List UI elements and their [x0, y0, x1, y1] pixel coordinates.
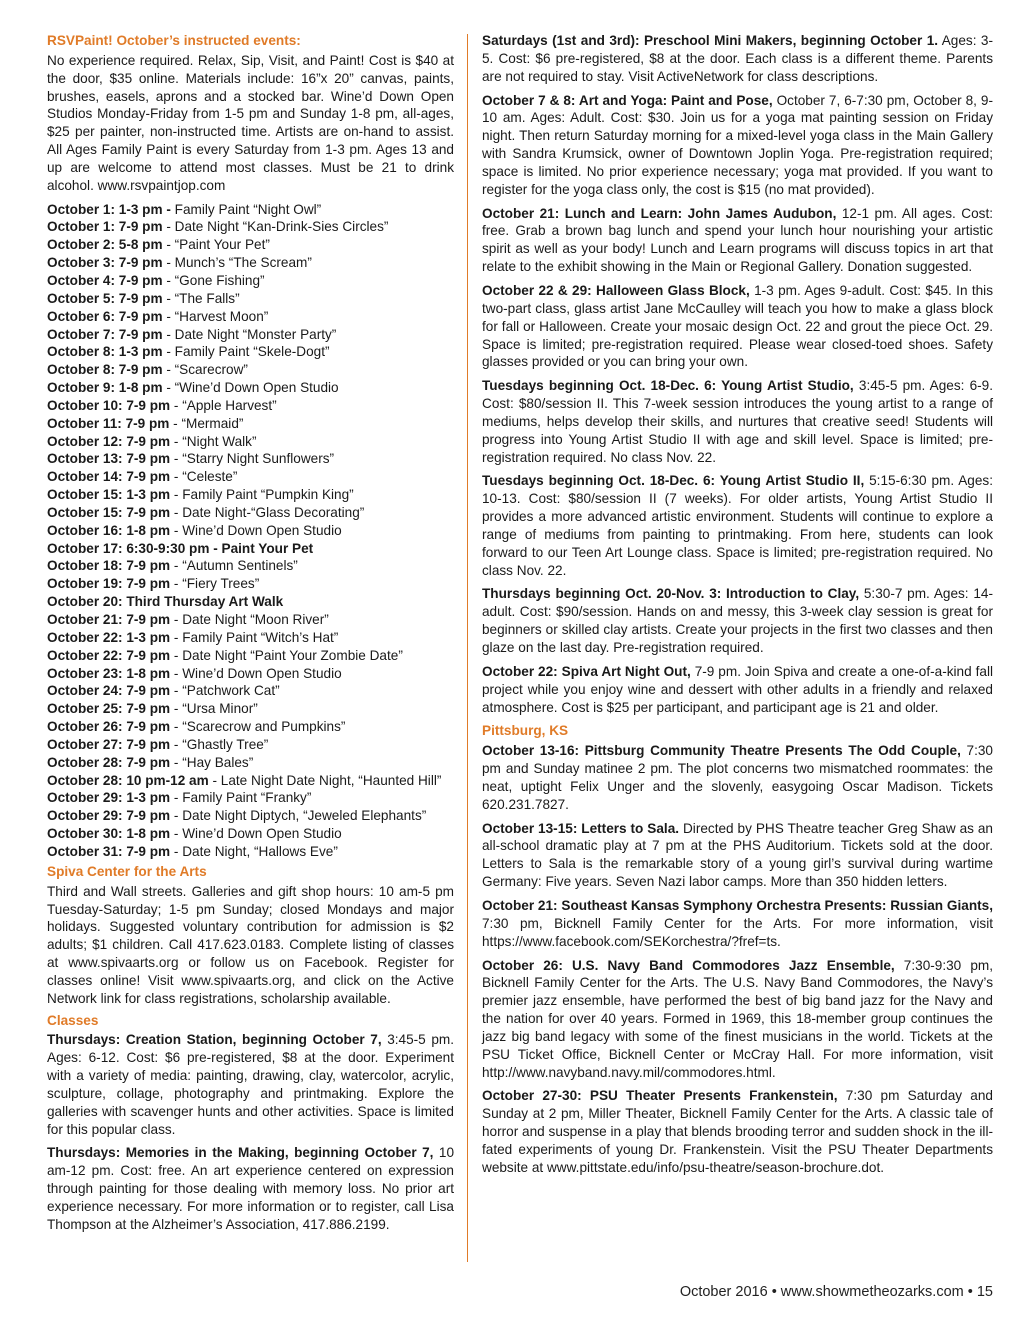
event-item	[47, 254, 454, 272]
class-entry	[47, 1031, 454, 1138]
event-time: October 25: 7-9 pm	[47, 701, 171, 717]
pittsburg-events-list	[482, 742, 993, 1182]
event-time: October 2: 5-8 pm	[47, 237, 163, 253]
event-time: October 24: 7-9 pm	[47, 683, 171, 699]
event-desc: - “Scarecrow and Pumpkins”	[170, 719, 346, 735]
event-time: October 10: 7-9 pm	[47, 397, 171, 413]
class-entry	[482, 377, 993, 466]
event-item	[47, 575, 454, 593]
event-time: October 29: 7-9 pm	[47, 808, 171, 824]
class-entry-body: 3:45-5 pm. Ages: 6-12. Cost: $6 pre-registered, $8 at the door. Experiment with a variety of media: painting, drawing, clay, watercolor, acrylic, sculpture, collage, photography and printmaking. Explore the galleries with scavenger hunts and other activities. Space is limited for this popular class.	[47, 1032, 454, 1137]
event-time: October 8: 7-9 pm	[47, 362, 163, 378]
pittsburg-entry-body: 7:30 pm Saturday and Sunday at 2 pm, Miller Theater, Bicknell Family Center for the Arts. A classic tale of horror and suspense in a play that blends brooding terror and sudden shock in the ill-fated experiments of young Dr. Frankenstein. Visit the PSU Theater Departments website at www.pittstate.edu/info/psu-theatre/season-brochure.dot.	[482, 1088, 993, 1175]
event-desc: - “The Falls”	[162, 290, 240, 306]
event-time: October 20: Third Thursday Art Walk	[47, 594, 284, 610]
pittsburg-heading: Pittsburg, KS	[482, 723, 569, 739]
event-time: October 28: 7-9 pm	[47, 754, 171, 770]
class-entry-title: Thursdays: Memories in the Making, beginning October 7,	[47, 1145, 434, 1161]
event-item	[47, 201, 454, 219]
event-desc: - “Fiery Trees”	[170, 576, 260, 592]
event-desc: - “Starry Night Sunflowers”	[170, 451, 335, 467]
event-desc: - “Paint Your Pet”	[162, 237, 270, 253]
event-item	[47, 825, 454, 843]
event-item	[47, 772, 454, 790]
event-time: October 8: 1-3 pm	[47, 344, 163, 360]
event-item	[47, 468, 454, 486]
event-desc: - “Scarecrow”	[162, 362, 248, 378]
event-desc: - “Ursa Minor”	[170, 701, 258, 717]
event-time: October 12: 7-9 pm	[47, 433, 171, 449]
class-entry-body: 10 am-12 pm. Cost: free. An art experience centered on expression through painting for those dealing with memory loss. No prior art experience necessary. For more information or to register, call Lisa Thompson at the Alzheimer’s Association, 417.886.2199.	[47, 1145, 455, 1232]
event-desc: - “Celeste”	[170, 469, 238, 485]
event-item	[47, 272, 454, 290]
event-item	[47, 629, 454, 647]
pittsburg-entry-body: 7:30 pm and Sunday matinee 2 pm. The plot concerns two mismatched roommates: the neat, uptight Felix Unger and the slovenly, easygoing Oscar Madison. Tickets 620.231.7827.	[482, 743, 993, 812]
event-item	[47, 308, 454, 326]
event-item	[47, 593, 454, 611]
class-entry-title: Tuesdays beginning Oct. 18-Dec. 6: Young Artist Studio,	[482, 378, 854, 394]
spiva-heading: Spiva Center for the Arts	[47, 863, 207, 879]
event-time: October 15: 1-3 pm	[47, 487, 171, 503]
event-item	[47, 522, 454, 540]
event-desc: - “Night Walk”	[170, 433, 257, 449]
event-time: October 17: 6:30-9:30 pm - Paint Your Pet	[47, 540, 314, 556]
event-desc: - Date Night “Monster Party”	[162, 326, 337, 342]
event-desc: - “Patchwork Cat”	[170, 683, 280, 699]
event-item	[47, 415, 454, 433]
pittsburg-entry	[482, 820, 993, 891]
event-item	[47, 718, 454, 736]
classes-heading: Classes	[47, 1012, 99, 1028]
event-time: October 1: 1-3 pm -	[47, 201, 171, 217]
event-desc: - “Apple Harvest”	[170, 397, 277, 413]
event-item	[47, 218, 454, 236]
page-footer: October 2016 • www.showmetheozarks.com • 15	[679, 1284, 993, 1300]
event-time: October 22: 7-9 pm	[47, 647, 171, 663]
pittsburg-entry-body: Directed by PHS Theatre teacher Greg Shaw as an all-school dramatic play at 7 pm at the PHS Auditorium. Tickets sold at the door. Letters to Sala is the remarkable story of a young girl’s survival during wartime Germany: Five years. Seven Nazi labor camps. More than 350 hidden letters.	[482, 820, 993, 890]
class-entry	[482, 282, 993, 371]
pittsburg-entry	[482, 742, 993, 813]
event-item	[47, 557, 454, 575]
event-item	[47, 290, 454, 308]
pittsburg-entry-title: October 13-16: Pittsburg Community Theatre Presents The Odd Couple,	[482, 743, 961, 759]
event-item	[47, 665, 454, 683]
spiva-intro: Third and Wall streets. Galleries and gift shop hours: 10 am-5 pm Tuesday-Saturday; 1-5 pm Sunday; closed Mondays and major holidays. Suggested voluntary contribution for admission is $2 adults; $1 children. Call 417.623.0183. Complete listing of classes at www.spivaarts.org or follow us on Facebook. Register for classes online! Visit www.spivaarts.org, and click on the Active Network link for class registrations, scholarship available.	[47, 883, 454, 1006]
class-entry-title: Thursdays beginning Oct. 20-Nov. 3: Introduction to Clay,	[482, 586, 860, 602]
class-entry-title: October 21: Lunch and Learn: John James Audubon,	[482, 205, 837, 221]
rsvpaint-heading: RSVPaint! October’s instructed events:	[47, 33, 301, 48]
class-entry	[482, 92, 993, 199]
class-entry	[482, 205, 993, 276]
event-item	[47, 486, 454, 504]
pittsburg-entry	[482, 957, 993, 1082]
rsvpaint-intro: No experience required. Relax, Sip, Visit, and Paint! Cost is $40 at the door, $35 online. Materials include: 16”x 20” canvas, paints, brushes, easels, aprons and a stocked bar. Wine’d Down Open Studios Monday-Friday from 1-5 pm and Sunday 1-8 pm, all-ages, $25 per painter, non-instructed time. Artists are on-hand to assist. All Ages Family Paint is every Saturday from 1-3 pm. Ages 13 and up are welcome to attend most classes. Must be 21 to drink alcohol. www.rsvpaintjop.com	[47, 52, 454, 193]
event-time: October 7: 7-9 pm	[47, 326, 163, 342]
event-time: October 26: 7-9 pm	[47, 719, 171, 735]
event-item	[47, 807, 454, 825]
left-column	[47, 32, 454, 1240]
event-desc: - Date Night “Moon River”	[170, 612, 329, 627]
class-entry-title: October 7 & 8: Art and Yoga: Paint and Pose,	[482, 92, 773, 108]
event-desc: - Munch’s “The Scream”	[162, 255, 312, 271]
classes-list	[47, 1031, 454, 1239]
event-time: October 30: 1-8 pm	[47, 826, 171, 842]
event-time: October 28: 10 pm-12 am	[47, 772, 209, 788]
pittsburg-entry	[482, 1087, 993, 1176]
event-time: October 19: 7-9 pm	[47, 576, 171, 592]
event-desc: - “Mermaid”	[169, 415, 244, 431]
event-item	[47, 361, 454, 379]
event-item	[47, 843, 454, 861]
event-item	[47, 236, 454, 254]
event-time: October 18: 7-9 pm	[47, 558, 171, 574]
class-entry-body: 12-1 pm. All ages. Cost: free. Grab a brown bag lunch and spend your lunch hour nourishing your artistic spirit as well as your body! Lunch and Learn programs will discuss topics in art that relate to the exhibit showing in the Main or Regional Gallery. Donation suggested.	[482, 205, 993, 275]
event-desc: - Family Paint “Skele-Dogt”	[162, 344, 330, 360]
event-time: October 1: 7-9 pm	[47, 219, 163, 235]
event-time: October 3: 7-9 pm	[47, 255, 163, 271]
event-desc: - “Autumn Sentinels”	[170, 558, 298, 574]
event-time: October 5: 7-9 pm	[47, 290, 163, 306]
right-column	[482, 32, 993, 1183]
event-time: October 4: 7-9 pm	[47, 272, 163, 288]
event-time: October 14: 7-9 pm	[47, 469, 171, 485]
class-entry	[47, 1144, 454, 1233]
event-item	[47, 736, 454, 754]
pittsburg-entry-body: 7:30 pm, Bicknell Family Center for the Arts. For more information, visit https://www.facebook.com/SEKorchestra/?fref=ts.	[482, 915, 993, 949]
rsvpaint-event-list	[47, 201, 454, 861]
event-time: October 31: 7-9 pm	[47, 843, 171, 859]
event-item	[47, 379, 454, 397]
event-desc: - Family Paint “Witch’s Hat”	[170, 629, 339, 645]
class-entry-body: October 7, 6-7:30 pm, October 8, 9-10 am. Ages: Adult. Cost: $30. Join us for a yoga mat painting session on Friday night. Then return Saturday morning for a mixed-level yoga class in the Main Gallery with Sandra Krumsick, owner of Downtown Joplin Yoga. Pre-registration required; space is limited. No prior experience necessary; yoga mat provided. If you want to register for the yoga class only, the cost is $15 (no mat provided).	[482, 92, 993, 197]
event-desc: - Date Night “Paint Your Zombie Date”	[170, 647, 403, 663]
class-entry-body: 3:45-5 pm. Ages: 6-9. Cost: $80/session II. This 7-week session introduces the young artist to a range of mediums, helps develop their skills, and nurtures that creative seed! Students will progress into Young Artist Studio II with age and skill level. Space is limited; pre-registration required. No class Nov. 22.	[482, 378, 993, 465]
event-desc: - Late Night Date Night, “Haunted Hill”	[208, 772, 442, 788]
event-desc: - Wine’d Down Open Studio	[170, 665, 342, 681]
pittsburg-entry-title: October 21: Southeast Kansas Symphony Orchestra Presents: Russian Giants,	[482, 897, 993, 913]
event-time: October 9: 1-8 pm	[47, 380, 163, 396]
class-entry	[482, 32, 993, 86]
event-item	[47, 540, 454, 558]
pittsburg-entry-body: 7:30-9:30 pm, Bicknell Family Center for the Arts. The U.S. Navy Band Commodores, the Navy’s premier jazz ensemble, have performed the best of big band jazz for the Navy and the nation for over 40 years. Formed in 1969, this 18-member group continues the jazz big band legacy with some of the finest musicians in the world. Tickets at the PSU Ticket Office, Bicknell Center or McCray Hall. For more information, visit http://www.navyband.navy.mil/commodores.html.	[482, 957, 994, 1080]
column-divider	[467, 34, 468, 1262]
event-item	[47, 397, 454, 415]
event-time: October 27: 7-9 pm	[47, 736, 171, 752]
event-item	[47, 450, 454, 468]
class-entry-title: October 22 & 29: Halloween Glass Block,	[482, 282, 750, 298]
pittsburg-entry-title: October 27-30: PSU Theater Presents Frankenstein,	[482, 1088, 838, 1104]
event-desc: Family Paint “Night Owl”	[170, 201, 322, 217]
event-time: October 15: 7-9 pm	[47, 504, 171, 520]
event-desc: - “Hay Bales”	[170, 754, 254, 770]
pittsburg-entry-title: October 26: U.S. Navy Band Commodores Jazz Ensemble,	[482, 957, 895, 973]
event-desc: - Wine’d Down Open Studio	[170, 826, 342, 842]
pittsburg-entry	[482, 897, 993, 951]
class-entry	[482, 472, 993, 579]
event-desc: - “Ghastly Tree”	[170, 736, 269, 752]
event-item	[47, 754, 454, 772]
event-time: October 6: 7-9 pm	[47, 308, 163, 324]
class-entry-title: Thursdays: Creation Station, beginning October 7,	[47, 1032, 382, 1048]
event-desc: - “Wine’d Down Open Studio	[162, 380, 339, 396]
class-entry-body: 5:30-7 pm. Ages: 14-adult. Cost: $90/session. Hands on and messy, this 3-week clay session is great for beginners or skilled clay artists. Create your projects in the first two classes and then glaze on the last day. Pre-registration required.	[482, 586, 993, 655]
event-time: October 21: 7-9 pm	[47, 612, 171, 627]
event-item	[47, 700, 454, 718]
class-entry-body: Ages: 3-5. Cost: $6 pre-registered, $8 at the door. Each class is a different theme. Parents are not required to stay. Visit ActiveNetwork for class descriptions.	[482, 33, 993, 84]
event-time: October 22: 1-3 pm	[47, 629, 171, 645]
event-item	[47, 789, 454, 807]
class-entry-title: October 22: Spiva Art Night Out,	[482, 663, 691, 679]
event-desc: - Family Paint “Franky”	[170, 790, 312, 806]
event-time: October 23: 1-8 pm	[47, 665, 171, 681]
class-entry	[482, 663, 993, 717]
event-desc: - “Harvest Moon”	[162, 308, 269, 324]
event-item	[47, 611, 454, 629]
class-entry-title: Tuesdays beginning Oct. 18-Dec. 6: Young Artist Studio II,	[482, 473, 865, 489]
event-item	[47, 433, 454, 451]
event-item	[47, 682, 454, 700]
event-item	[47, 343, 454, 361]
event-time: October 29: 1-3 pm	[47, 790, 171, 806]
spiva-classes-list	[482, 32, 993, 722]
event-desc: - Date Night “Kan-Drink-Sies Circles”	[162, 219, 389, 235]
event-time: October 11: 7-9 pm	[47, 415, 170, 431]
event-time: October 16: 1-8 pm	[47, 522, 171, 538]
class-entry-body: 1-3 pm. Ages 9-adult. Cost: $45. In this two-part class, glass artist Jane McCaulley will teach you how to make a glass block for fall or Halloween. Create your mosaic design Oct. 22 and grout the piece Oct. 29. Space is limited; pre-registration required. Please wear closed-toed shoes. Safety glasses provided or you can bring your own.	[482, 282, 993, 370]
event-desc: - Date Night, “Hallows Eve”	[170, 843, 338, 859]
event-desc: - “Gone Fishing”	[162, 272, 265, 288]
class-entry-body: 5:15-6:30 pm. Ages: 10-13. Cost: $80/session II (7 weeks). For older artists, Young Artist Studio II provides a more advanced artistic environment. Students will continue to explore a range of mediums from painting to printmaking. From here, students can look forward to our Teen Art Lounge class. Space is limited; pre-registration required. No class Nov. 22.	[482, 473, 993, 578]
event-desc: - Date Night Diptych, “Jeweled Elephants”	[170, 808, 427, 824]
class-entry-body: 7-9 pm. Join Spiva and create a one-of-a-kind fall project while you enjoy wine and dessert with other adults in a friendly and relaxed atmosphere. Cost is $25 per participant, and participant age is 21 and older.	[482, 663, 993, 715]
event-desc: - Date Night-“Glass Decorating”	[170, 504, 365, 520]
event-time: October 13: 7-9 pm	[47, 451, 171, 467]
event-item	[47, 504, 454, 522]
event-item	[47, 647, 454, 665]
pittsburg-entry-title: October 13-15: Letters to Sala.	[482, 820, 680, 836]
class-entry	[482, 585, 993, 656]
event-item	[47, 326, 454, 344]
event-desc: - Wine’d Down Open Studio	[170, 522, 342, 538]
event-desc: - Family Paint “Pumpkin King”	[170, 487, 354, 503]
class-entry-title: Saturdays (1st and 3rd): Preschool Mini Makers, beginning October 1.	[482, 33, 939, 48]
